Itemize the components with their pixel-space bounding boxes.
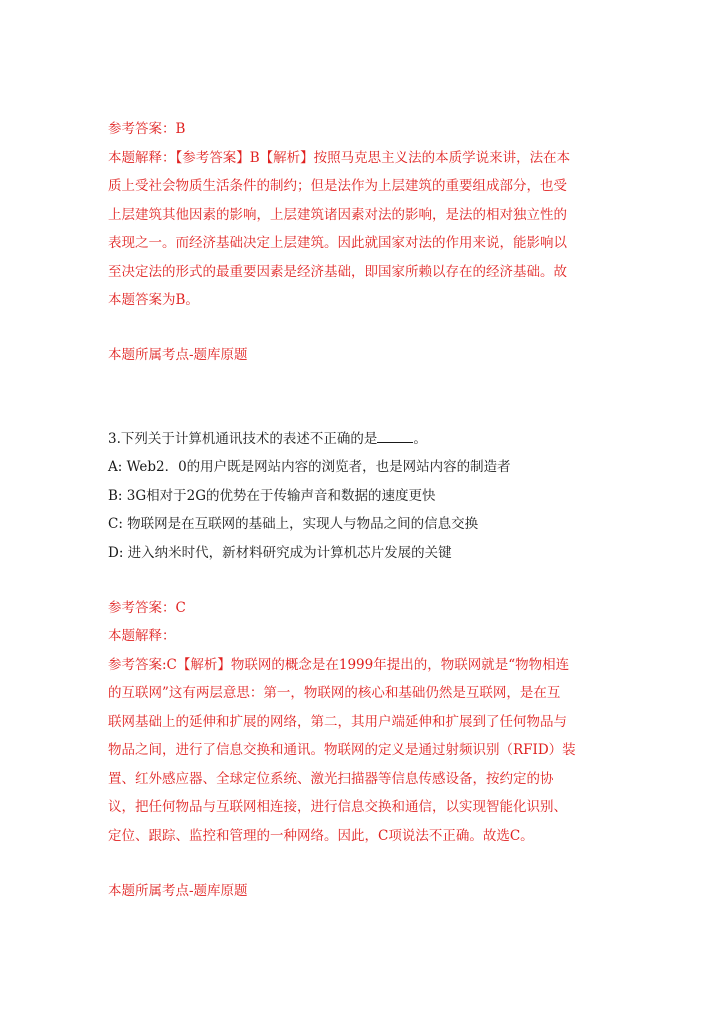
q2-explanation-line-5: 至决定法的形式的最重要因素是经济基础，即国家所赖以存在的经济基础。故 — [108, 264, 567, 280]
q3-explanation-line-3: 联网基础上的延伸和扩展的网络，第二，其用户端延伸和扩展到了任何物品与 — [108, 714, 567, 730]
q3-explanation-line-4: 物品之间，进行了信息交换和通讯。物联网的定义是通过射频识别（RFID）装 — [108, 742, 576, 758]
q3-explanation-line-7: 定位、跟踪、监控和管理的一种网络。因此，C项说法不正确。故选C。 — [108, 828, 534, 844]
q3-explanation-line-6: 议，把任何物品与互联网相连接，进行信息交换和通信，以实现智能化识别、 — [108, 799, 567, 815]
q3-option-b: B: 3G相对于2G的优势在于传输声音和数据的速度更快 — [108, 488, 436, 504]
q2-explanation-line-6: 本题答案为B。 — [108, 292, 199, 308]
q3-stem — [108, 429, 427, 449]
q3-stem-prefix: 3.下列关于计算机通讯技术的表述不正确的是 — [108, 431, 378, 447]
q2-explanation-line-1: 本题解释：【参考答案】B【解析】按照马克思主义法的本质学说来讲，法在本 — [108, 150, 571, 166]
q2-explanation-line-3: 上层建筑其他因素的影响，上层建筑诸因素对法的影响，是法的相对独立性的 — [108, 207, 567, 223]
q3-option-a: A: Web2．0的用户既是网站内容的浏览者，也是网站内容的制造者 — [108, 459, 511, 475]
q3-category: 本题所属考点-题库原题 — [108, 883, 248, 899]
q3-explanation-line-1: 参考答案:C【解析】物联网的概念是在1999年提出的，物联网就是“物物相连 — [108, 657, 570, 673]
q3-answer-blank — [377, 429, 413, 443]
q3-option-d: D: 进入纳米时代，新材料研究成为计算机芯片发展的关键 — [108, 545, 452, 561]
q3-explanation-label: 本题解释： — [108, 628, 176, 644]
q3-answer-label: 参考答案：C — [108, 600, 186, 616]
q3-explanation-line-2: 的互联网”这有两层意思：第一，物联网的核心和基础仍然是互联网，是在互 — [108, 685, 561, 701]
q3-explanation-line-5: 置、红外感应器、全球定位系统、激光扫描器等信息传感设备，按约定的协 — [108, 771, 554, 787]
q3-stem-suffix: 。 — [413, 431, 427, 447]
q2-answer-label: 参考答案：B — [108, 121, 186, 137]
q2-explanation-line-4: 表现之一。而经济基础决定上层建筑。因此就国家对法的作用来说，能影响以 — [108, 235, 567, 251]
q2-explanation-line-2: 质上受社会物质生活条件的制约；但是法作为上层建筑的重要组成部分，也受 — [108, 178, 567, 194]
q3-option-c: C: 物联网是在互联网的基础上，实现人与物品之间的信息交换 — [108, 516, 479, 532]
q2-category: 本题所属考点-题库原题 — [108, 347, 248, 363]
